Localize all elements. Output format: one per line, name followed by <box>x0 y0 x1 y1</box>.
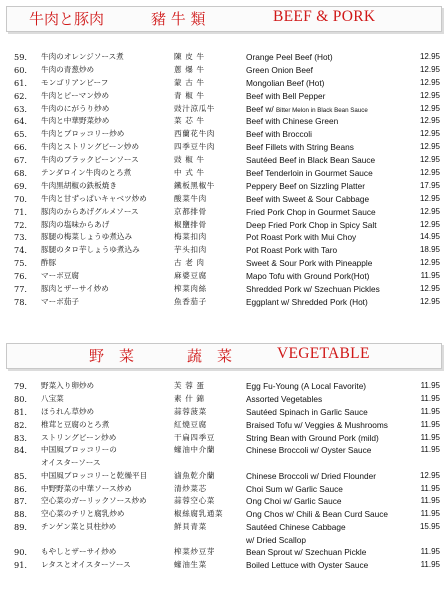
menu-item <box>0 219 446 232</box>
item-name-chinese: 陳 皮 牛 <box>174 52 205 61</box>
item-price: 12.95 <box>419 206 440 216</box>
item-number: 88. <box>14 509 28 520</box>
item-number: 64. <box>14 116 28 127</box>
item-price: 11.95 <box>420 271 440 281</box>
item-name-japanese: 中国風ブロッコリーの <box>41 445 117 455</box>
item-name-english: Ong Choi w/ Garlic Sauce <box>246 496 342 507</box>
item-name-english: Orange Peel Beef (Hot) <box>246 52 333 62</box>
item-number: 69. <box>14 180 28 191</box>
item-name-english: Ong Chos w/ Chili & Bean Curd Sauce <box>246 509 389 520</box>
item-number: 83. <box>14 432 28 443</box>
item-name-japanese: 牛肉とストリングビーン炒め <box>41 142 140 152</box>
menu-item <box>0 115 446 128</box>
item-name-chinese: 清炒菜芯 <box>174 483 207 493</box>
item-price: 11.95 <box>420 509 440 519</box>
item-name-english: Beef with Chinese Green <box>246 116 339 127</box>
item-name-english: Choi Sum w/ Garlic Sauce <box>246 483 343 494</box>
item-name-chinese: 椒絲腐乳通菜 <box>174 509 224 519</box>
item-price: 11.95 <box>420 483 440 493</box>
item-number: 67. <box>14 155 28 166</box>
item-name-japanese: ストリングビーン炒め <box>41 432 117 442</box>
item-name-chinese: 四季豆牛肉 <box>174 142 215 152</box>
item-name-japanese: 豚腿の梅菜しょうゆ煮込み <box>41 232 133 242</box>
menu-item <box>0 444 446 457</box>
item-name-japanese: 空心菜のガーリックソース炒め <box>41 496 147 506</box>
section-title-zh: 蔬 菜 <box>187 347 233 365</box>
section-header-beef-pork <box>6 6 442 32</box>
item-name-chinese: 紅燒豆腐 <box>174 419 207 429</box>
item-price: 11.95 <box>420 547 440 557</box>
item-price: 12.95 <box>419 103 440 113</box>
item-name-japanese: テンダロイン牛肉のとろ煮 <box>41 168 132 178</box>
item-name-japanese: 牛肉のブラックビーンソース <box>41 155 139 165</box>
item-name-japanese: 牛肉の青葱炒め <box>41 64 95 74</box>
menu-item <box>0 432 446 445</box>
section-title-zh: 豬 牛 類 <box>151 10 206 28</box>
item-name-chinese: 麻婆豆腐 <box>174 271 207 281</box>
item-name-english: Sautéed Chinese Cabbage <box>246 522 346 533</box>
item-name-english: Mapo Tofu with Ground Pork(Hot) <box>246 271 370 282</box>
menu-list-vegetable <box>0 380 446 572</box>
item-name-chinese: 榨菜肉絲 <box>174 284 207 294</box>
item-name-japanese: モンゴリアンビーフ <box>41 77 109 87</box>
item-price: 11.95 <box>420 381 440 390</box>
menu-item-continuation <box>0 457 446 469</box>
item-number: 70. <box>14 193 28 204</box>
section-title-en: VEGETABLE <box>277 345 370 362</box>
item-name-english: Assorted Vegetables <box>246 393 323 404</box>
item-number: 82. <box>14 419 28 430</box>
item-name-japanese: 中国風ブロッコリーと乾燥平目 <box>41 470 148 480</box>
section-title-jp: 牛肉と豚肉 <box>29 10 105 28</box>
item-price: 14.95 <box>419 232 440 242</box>
menu-item <box>0 193 446 206</box>
item-price: 12.95 <box>419 155 440 165</box>
item-name-japanese: 野菜入り卵炒め <box>41 381 95 390</box>
menu-item <box>0 283 446 296</box>
item-number: 76. <box>14 271 28 282</box>
item-name-japanese: 空心菜のチリと腐乳炒め <box>41 509 125 519</box>
item-name-english: Shredded Pork w/ Szechuan Pickles <box>246 284 380 295</box>
item-price: 15.95 <box>419 522 440 532</box>
menu-item <box>0 154 446 167</box>
item-name-japanese: チンゲン菜と貝柱炒め <box>41 522 117 532</box>
item-number: 81. <box>14 406 28 417</box>
item-price: 12.95 <box>419 219 440 229</box>
item-number: 85. <box>14 470 28 481</box>
item-number: 75. <box>14 258 28 269</box>
item-name-japanese: 牛肉とピーマン炒め <box>41 90 110 100</box>
item-number: 65. <box>14 129 28 140</box>
item-price: 11.95 <box>420 432 440 442</box>
item-name-english: Mongolian Beef (Hot) <box>246 77 325 88</box>
item-name-english: Peppery Beef on Sizzling Platter <box>246 180 365 191</box>
item-name-chinese: 蒙 古 牛 <box>174 77 205 87</box>
item-number: 72. <box>14 219 28 230</box>
item-number: 61. <box>14 77 28 88</box>
item-name-english: Eggplant w/ Shredded Pork (Hot) <box>246 296 368 307</box>
item-name-chinese: 椒鹽排骨 <box>174 219 207 229</box>
item-name-chinese: 芙 蓉 蛋 <box>174 381 205 390</box>
item-name-japanese: 牛肉のにがうり炒め <box>41 103 110 113</box>
item-price: 12.95 <box>419 90 440 100</box>
item-name-japanese: 牛肉とブロッコリー炒め <box>41 129 125 139</box>
item-name-japanese: 牛肉と中華野菜炒め <box>41 116 110 126</box>
item-name-english: w/ Dried Scallop <box>246 535 306 546</box>
item-price: 11.95 <box>420 496 440 506</box>
item-name-japanese: マーボ豆腐 <box>41 271 79 281</box>
item-name-english: Chinese Broccoli w/ Dried Flounder <box>246 470 377 481</box>
item-name-japanese: 豚肉のからあげグルメソース <box>41 206 139 216</box>
item-name-japanese: 豚腿のタロ芋しょうゆ煮込み <box>41 245 140 255</box>
item-name-english: Bean Sprout w/ Szechuan Pickle <box>246 547 367 558</box>
item-name-japanese: 豚肉の塩味からあげ <box>41 219 110 229</box>
item-price: 17.95 <box>419 180 440 190</box>
menu-item <box>0 244 446 257</box>
item-name-chinese: 菜 芯 牛 <box>174 116 205 126</box>
item-name-english: Pot Roast Pork with Mui Choy <box>246 232 357 243</box>
item-name-chinese: 京都排骨 <box>174 206 207 216</box>
menu-item <box>0 231 446 244</box>
menu-item <box>0 51 446 64</box>
item-price: 12.95 <box>419 64 440 74</box>
item-number: 66. <box>14 142 28 153</box>
item-price: 12.95 <box>419 116 440 126</box>
item-number: 87. <box>14 496 28 507</box>
item-name-japanese: オイスターソース <box>41 458 101 468</box>
item-number: 91. <box>14 560 28 571</box>
item-name-japanese: レタスとオイスターソース <box>41 560 131 570</box>
item-price: 18.95 <box>419 245 440 255</box>
item-name-english: Fried Pork Chop in Gourmet Sauce <box>246 206 376 217</box>
item-name-chinese: 蔥 爆 牛 <box>174 64 205 74</box>
item-price: 11.95 <box>420 445 440 455</box>
menu-item <box>0 546 446 559</box>
item-name-chinese: 蠔油生菜 <box>174 560 207 570</box>
item-name-chinese: 芋头扣肉 <box>174 245 207 255</box>
item-name-chinese: 蠔油中介蘭 <box>174 445 215 455</box>
menu-item <box>0 559 446 572</box>
item-name-japanese: 酢豚 <box>41 258 57 268</box>
item-name-chinese: 酸菜牛肉 <box>174 193 207 203</box>
menu-item <box>0 406 446 419</box>
item-name-japanese: 椎茸と豆腐のとろ煮 <box>41 419 110 429</box>
item-name-japanese: 牛肉と甘ずっぱいキャベツ炒め <box>41 193 147 203</box>
item-name-english-main: Beef w/ <box>246 103 274 114</box>
item-price: 11.95 <box>420 560 440 570</box>
menu-item <box>0 167 446 180</box>
item-name-japanese: 八宝菜 <box>41 393 64 403</box>
item-number: 84. <box>14 445 28 456</box>
item-name-japanese: 中野野菜の中華ソース炒め <box>41 483 132 493</box>
item-number: 90. <box>14 547 28 558</box>
item-number: 68. <box>14 168 28 179</box>
item-name-chinese: 青 椒 牛 <box>174 90 205 100</box>
menu-item <box>0 495 446 508</box>
item-name-english: Deep Fried Pork Chop in Spicy Salt <box>246 219 377 230</box>
item-name-english: Pot Roast Pork with Taro <box>246 245 338 256</box>
menu-item <box>0 103 446 116</box>
item-name-chinese: 蒜蓉空心菜 <box>174 496 215 506</box>
item-name-english: Boiled Lettuce with Oyster Sauce <box>246 560 369 571</box>
menu-item <box>0 270 446 283</box>
menu-item <box>0 90 446 103</box>
item-name-english: Chinese Broccoli w/ Oyster Sauce <box>246 445 372 456</box>
item-name-chinese: 鐵板黑椒牛 <box>174 180 215 190</box>
menu-list-beef-pork <box>0 51 446 309</box>
item-price: 11.95 <box>420 419 440 429</box>
item-name-chinese: 蒜蓉菠菜 <box>174 406 207 416</box>
item-name-chinese: 梅菜扣肉 <box>174 232 207 242</box>
item-number: 79. <box>14 381 28 391</box>
item-name-chinese: 榨菜炒豆芽 <box>174 547 215 557</box>
item-name-english: Beef with Bell Pepper <box>246 90 326 101</box>
item-name-english: Egg Fu-Young (A Local Favorite) <box>246 381 367 391</box>
menu-item <box>0 521 446 534</box>
item-name-english: Beef Fillets with String Beans <box>246 142 354 153</box>
item-price: 12.95 <box>419 193 440 203</box>
section-header-vegetable <box>6 343 442 369</box>
item-name-chinese: 中 式 牛 <box>174 168 205 178</box>
section-title-en: BEEF & PORK <box>273 8 376 25</box>
item-name-chinese: 古 老 肉 <box>174 258 205 268</box>
item-name-english: Beef with Sweet & Sour Cabbage <box>246 193 370 204</box>
item-name-chinese: 豉汁涼瓜牛 <box>174 103 215 113</box>
menu-item <box>0 141 446 154</box>
item-number: 71. <box>14 206 28 217</box>
item-name-english: Sautéed Beef in Black Bean Sauce <box>246 155 376 166</box>
item-number: 78. <box>14 296 28 307</box>
item-number: 89. <box>14 522 28 533</box>
item-name-japanese: 牛肉のオレンジソース煮 <box>41 52 124 61</box>
item-name-english: Sautéed Spinach in Garlic Sauce <box>246 406 368 417</box>
item-number: 59. <box>14 52 28 62</box>
item-name-english: Beef Tenderloin in Gourmet Sauce <box>246 168 373 179</box>
section-title-jp: 野 菜 <box>89 347 135 365</box>
item-number: 86. <box>14 483 28 494</box>
item-number: 77. <box>14 284 28 295</box>
item-name-chinese: 鮮貝青菜 <box>174 522 207 532</box>
menu-item <box>0 206 446 219</box>
item-price: 11.95 <box>420 406 440 416</box>
menu-item <box>0 77 446 90</box>
item-name-japanese: もやしとザーサイ炒め <box>41 547 117 557</box>
item-price: 12.95 <box>419 52 440 61</box>
item-number: 74. <box>14 245 28 256</box>
menu-item <box>0 419 446 432</box>
menu-item <box>0 296 446 309</box>
item-price: 12.95 <box>419 129 440 139</box>
item-price: 12.95 <box>419 296 440 306</box>
menu-item <box>0 380 446 393</box>
item-name-english: Braised Tofu w/ Veggies & Mushrooms <box>246 419 388 430</box>
item-number: 62. <box>14 90 28 101</box>
item-name-chinese: 干扁四季豆 <box>174 432 215 442</box>
menu-item <box>0 483 446 496</box>
item-number: 63. <box>14 103 28 114</box>
menu-item <box>0 64 446 77</box>
item-price: 12.95 <box>419 284 440 294</box>
item-name-chinese: 魚香茄子 <box>174 296 207 306</box>
item-name-chinese: 素 什 錦 <box>174 393 205 403</box>
menu-item <box>0 508 446 521</box>
item-name-japanese: ほうれん草炒め <box>41 406 95 416</box>
item-name-chinese: 豉 椒 牛 <box>174 155 205 165</box>
menu-item <box>0 257 446 270</box>
menu-item <box>0 470 446 483</box>
item-name-english: String Bean with Ground Pork (mild) <box>246 432 379 443</box>
item-number: 80. <box>14 393 28 404</box>
item-name-english-detail: Bitter Melon in Black Bean Sauce <box>275 106 368 114</box>
item-name-japanese: マーボ茄子 <box>41 296 79 306</box>
item-price: 12.95 <box>419 470 440 480</box>
item-price: 12.95 <box>419 258 440 268</box>
menu-item <box>0 180 446 193</box>
item-number: 60. <box>14 64 28 75</box>
menu-item-continuation <box>0 534 446 546</box>
item-name-japanese: 牛肉黒胡椒の鉄板焼き <box>41 180 117 190</box>
item-name-english: Beef with Broccoli <box>246 129 312 140</box>
menu-item <box>0 128 446 141</box>
item-name-japanese: 豚肉とザーサイ炒め <box>41 284 109 294</box>
item-price: 12.95 <box>419 77 440 87</box>
item-price: 12.95 <box>419 142 440 152</box>
menu-item <box>0 393 446 406</box>
item-name-english: Green Onion Beef <box>246 64 313 75</box>
item-name-chinese: 西蘭花牛肉 <box>174 129 215 139</box>
item-name-chinese: 滷魚乾介蘭 <box>174 470 215 480</box>
item-price: 11.95 <box>420 393 440 403</box>
item-price: 12.95 <box>419 168 440 178</box>
item-name-english: Sweet & Sour Pork with Pineapple <box>246 258 373 269</box>
item-number: 73. <box>14 232 28 243</box>
